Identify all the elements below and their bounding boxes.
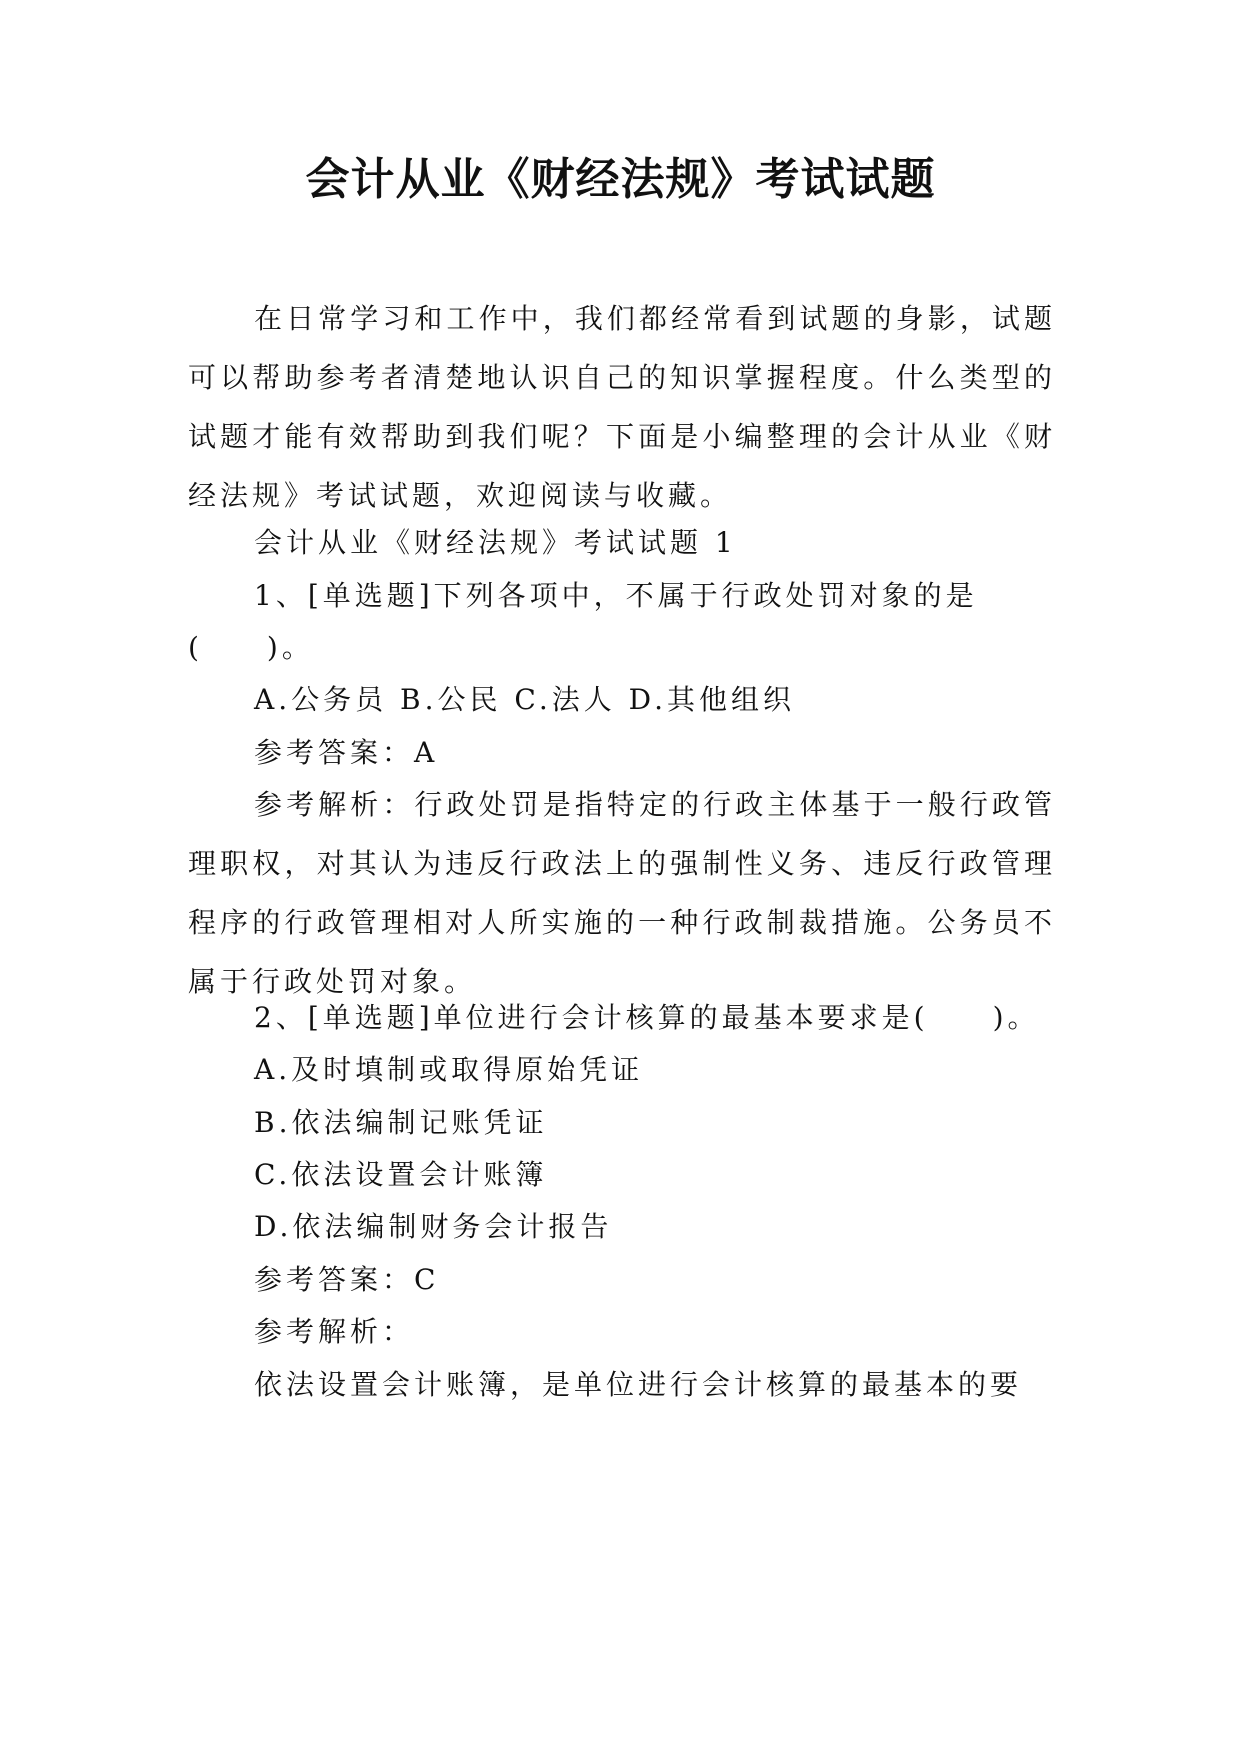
q2-option-b: B.依法编制记账凭证 bbox=[254, 1106, 548, 1139]
q2-analysis-label: 参考解析： bbox=[254, 1315, 415, 1348]
intro-paragraph: 在日常学习和工作中，我们都经常看到试题的身影，试题可以帮助参考者清楚地认识自己的知识掌握程度。什么类型的试题才能有效帮助到我们呢？下面是小编整理的会计从业《财经法规》考试试题，欢迎阅读与收藏。 bbox=[188, 302, 1056, 512]
section-heading: 会计从业《财经法规》考试试题 1 bbox=[254, 526, 737, 559]
q2-option-c: C.依法设置会计账簿 bbox=[254, 1158, 548, 1191]
q1-answer: 参考答案：A bbox=[254, 736, 439, 769]
q2-analysis-text: 依法设置会计账簿，是单位进行会计核算的最基本的要 bbox=[254, 1368, 1023, 1401]
q1-question-line2: ( )。 bbox=[188, 631, 314, 664]
q2-question: 2、[单选题]单位进行会计核算的最基本要求是( )。 bbox=[254, 1001, 1040, 1034]
q2-option-d: D.依法编制财务会计报告 bbox=[254, 1210, 613, 1243]
document-title: 会计从业《财经法规》考试试题 bbox=[305, 154, 936, 205]
q1-analysis: 参考解析：行政处罚是指特定的行政主体基于一般行政管理职权，对其认为违反行政法上的强制性义务、违反行政管理程序的行政管理相对人所实施的一种行政制裁措施。公务员不属于行政处罚对象。 bbox=[188, 788, 1056, 998]
q1-options: A.公务员 B.公民 C.法人 D.其他组织 bbox=[254, 683, 795, 716]
q2-option-a: A.及时填制或取得原始凭证 bbox=[254, 1053, 644, 1086]
q2-answer: 参考答案：C bbox=[254, 1263, 440, 1296]
q1-question-line1: 1、[单选题]下列各项中，不属于行政处罚对象的是 bbox=[254, 579, 978, 612]
